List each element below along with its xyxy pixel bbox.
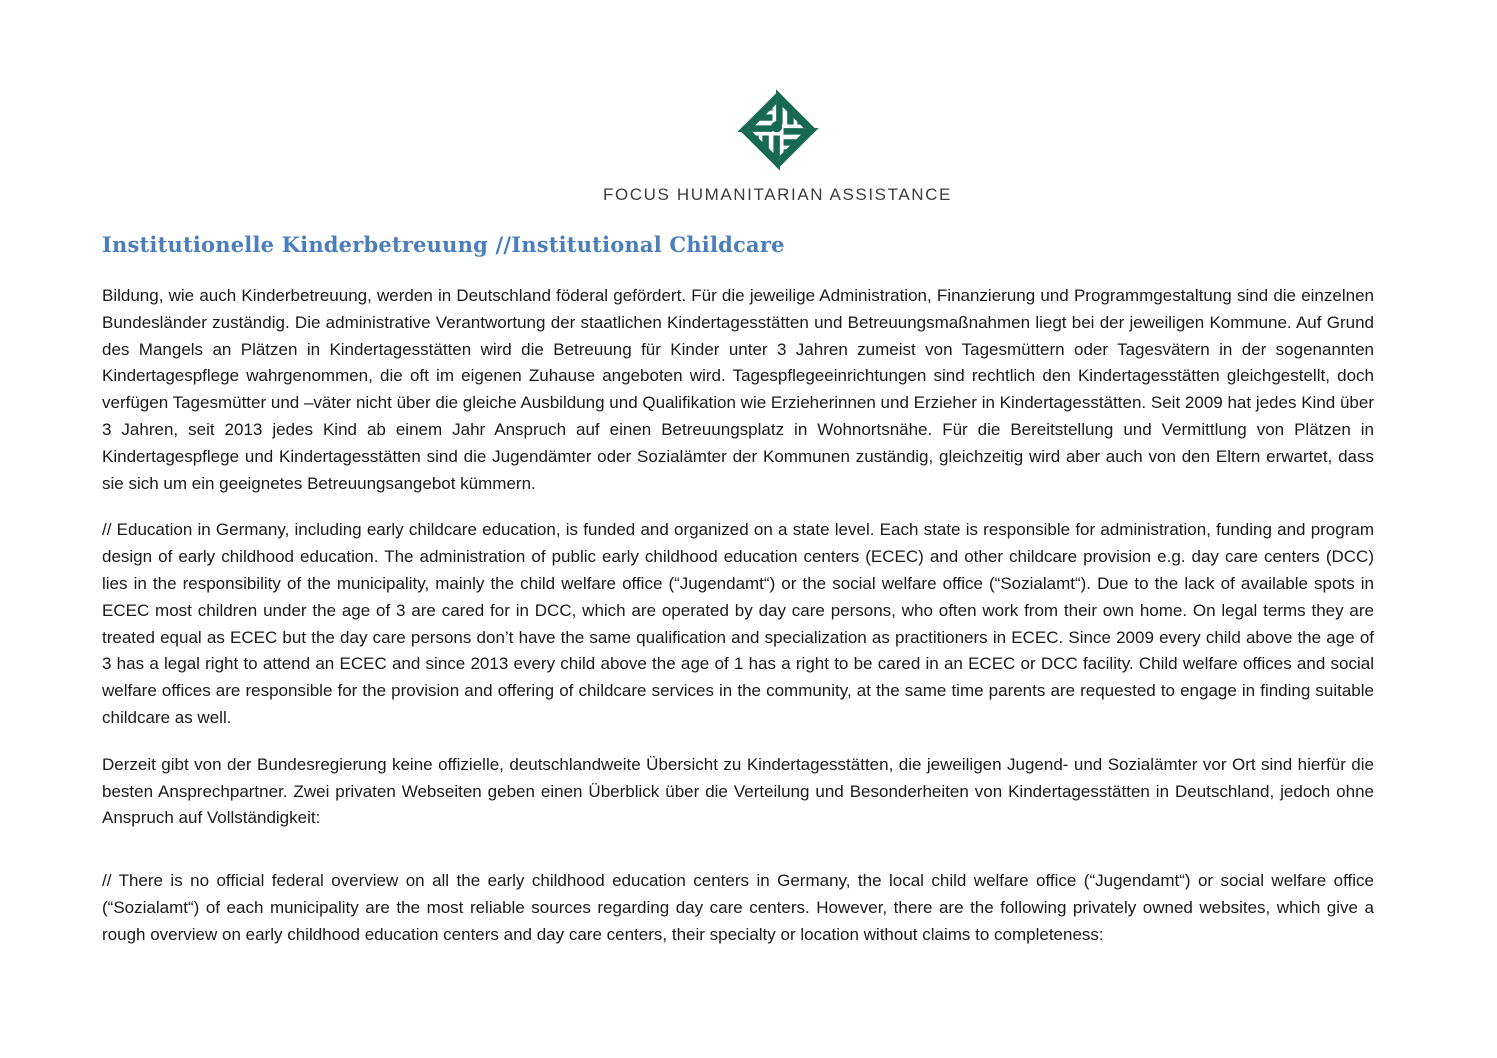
paragraph-german-1: Bildung, wie auch Kinderbetreuung, werden in Deutschland föderal gefördert. Für die jeweilige Administration, Finanzierung und Programmgestaltung sind die einzelnen Bundesländer zuständig. Die administrative Verantwortung der staatlichen Kindertagesstätten und Betreuungsmaßnahmen liegt bei der jeweiligen Kommune. Auf Grund des Mangels an Plätzen in Kindertagesstätten wird die Betreuung für Kinder unter 3 Jahren zumeist von Tagesmüttern oder Tagesvätern in der sogenannten Kindertagespflege wahrgenommen, die oft im eigenen Zuhause angeboten wird. Tagespflegeeinrichtungen sind rechtlich den Kindertagesstätten gleichgestellt, doch verfügen Tagesmütter und –väter nicht über die gleiche Ausbildung und Qualifikation wie Erzieherinnen und Erzieher in Kindertagesstätten. Seit 2009 hat jedes Kind über 3 Jahren, seit 2013 jedes Kind ab einem Jahr Anspruch auf einen Betreuungsplatz in Wohnortsnähe. Für die Bereitstellung und Vermittlung von Plätzen in Kindertagespflege und Kindertagesstätten sind die Jugendämter oder Sozialämter der Kommunen zuständig, gleichzeitig wird aber auch von den Eltern erwartet, dass sie sich um ein geeignetes Betreuungsangebot kümmern. bbox=[102, 286, 1374, 493]
paragraph-german-2: Derzeit gibt von der Bundesregierung keine offizielle, deutschlandweite Übersicht zu Kindertagesstätten, die jeweiligen Jugend- und Sozialämter vor Ort sind hierfür die besten Ansprechpartner. Zwei privaten Webseiten geben einen Überblick über die Verteilung und Besonderheiten von Kindertagesstätten in Deutschland, jedoch ohne Anspruch auf Vollständigkeit: bbox=[102, 754, 1374, 828]
document-content bbox=[102, 232, 1374, 949]
focus-humanitarian-assistance-logo-icon bbox=[732, 84, 824, 176]
paragraph-english-1: // Education in Germany, including early childcare education, is funded and organized on a state level. Each state is responsible for administration, funding and program design of early childhood education. The administration of public early childhood education centers (ECEC) and other childcare provision e.g. day care centers (DCC) lies in the responsibility of the municipality, mainly the child welfare office (“Jugendamt“) or the social welfare office (“Sozialamt“). Due to the lack of available spots in ECEC most children under the age of 3 are cared for in DCC, which are operated by day care persons, who often work from their own home. On legal terms they are treated equal as ECEC but the day care persons don’t have the same qualification and specialization as practitioners in ECEC. Since 2009 every child above the age of 3 has a legal right to attend an ECEC and since 2013 every child above the age of 1 has a right to be cared in an ECEC or DCC facility. Child welfare offices and social welfare offices are responsible for the provision and offering of childcare services in the community, at the same time parents are requested to engage in finding suitable childcare as well. bbox=[102, 520, 1374, 727]
logo-wordmark: FOCUS HUMANITARIAN ASSISTANCE bbox=[603, 185, 952, 204]
page-title: Institutionelle Kinderbetreuung //Institutional Childcare bbox=[102, 232, 785, 257]
paragraph-english-2: // There is no official federal overview on all the early childhood education centers in Germany, the local child welfare office (“Jugendamt“) or social welfare office (“Sozialamt“) of each municipality are the most reliable sources regarding day care centers. However, there are the following privately owned websites, which give a rough overview on early childhood education centers and day care centers, their specialty or location without claims to completeness: bbox=[102, 871, 1374, 944]
logo-header bbox=[29, 0, 1497, 205]
